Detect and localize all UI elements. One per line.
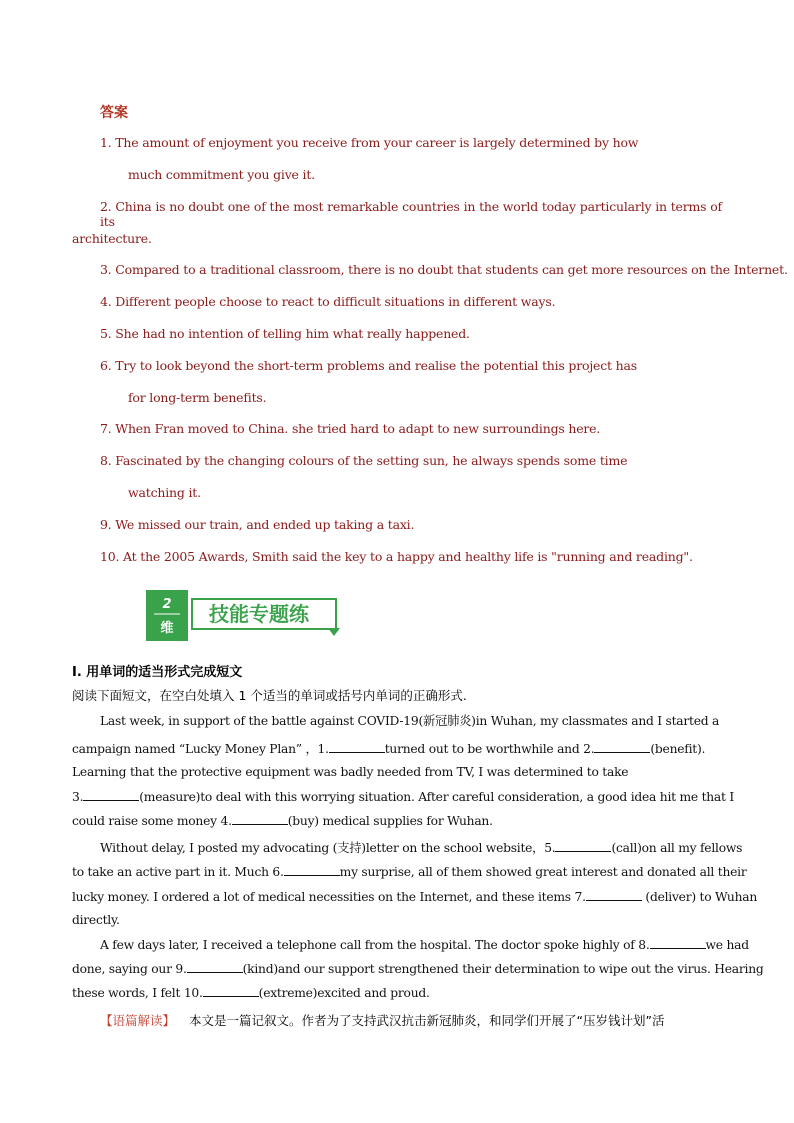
answer-line-10: 10. At the 2005 Awards, Smith said the key to a happy and healthy life is "running and reading". bbox=[100, 549, 693, 564]
passage-p3-line1 bbox=[100, 937, 749, 952]
passage-text: my surprise, all of them showed great interest and donated all their bbox=[339, 865, 747, 879]
passage-text: 3. bbox=[72, 790, 84, 804]
answer-title: 答案 bbox=[100, 105, 128, 121]
badge-label: 技能专题练 bbox=[209, 602, 309, 626]
answer-line-2-cont: architecture. bbox=[72, 231, 152, 246]
passage-p1-line5 bbox=[72, 813, 493, 828]
answer-line-6: 6. Try to look beyond the short-term problems and realise the potential this project has bbox=[100, 358, 637, 373]
passage-p1-line3: Learning that the protective equipment was badly needed from TV, I was determined to take bbox=[72, 765, 629, 779]
badge-char: 维 bbox=[160, 621, 174, 636]
passage-text: these words, I felt 10. bbox=[72, 986, 203, 1000]
passage-text: lucky money. I ordered a lot of medical necessities on the Internet, and these items 7. bbox=[72, 890, 586, 904]
blank-4 bbox=[232, 813, 288, 825]
blank-9 bbox=[187, 961, 243, 973]
blank-10 bbox=[203, 985, 259, 997]
passage-text: (deliver) to Wuhan bbox=[641, 890, 758, 904]
blank-8 bbox=[650, 937, 706, 949]
answer-line-7: 7. When Fran moved to China. she tried hard to adapt to new surroundings here. bbox=[100, 421, 601, 436]
answer-line-3: 3. Compared to a traditional classroom, there is no doubt that students can get more resources on the Internet. bbox=[100, 262, 788, 277]
passage-text: we had bbox=[705, 938, 749, 952]
blank-7 bbox=[586, 889, 642, 901]
passage-p2-line1 bbox=[100, 838, 742, 856]
blank-5 bbox=[555, 840, 611, 852]
note-text: 本文是一篇记叙文。作者为了支持武汉抗击新冠肺炎，和同学们开展了“压岁钱计划”活 bbox=[189, 1013, 665, 1028]
passage-p1-line1: Last week, in support of the battle against COVID-19(新冠肺炎)in Wuhan, my classmates and I started a bbox=[100, 714, 720, 728]
passage-p1-line2 bbox=[72, 739, 705, 757]
section-instruction: 阅读下面短文，在空白处填入 1 个适当的单词或括号内单词的正确形式. bbox=[72, 688, 467, 703]
passage-text: (measure)to deal with this worrying situation. After careful consideration, a good idea hit me that I bbox=[139, 790, 734, 804]
passage-text: (extreme)excited and proud. bbox=[258, 986, 430, 1000]
passage-text: (kind)and our support strengthened their determination to wipe out the virus. Hearing bbox=[242, 962, 764, 976]
answer-line-2: 2. China is no doubt one of the most remarkable countries in the world today particularly in terms of its bbox=[100, 199, 722, 229]
skill-badge bbox=[146, 590, 340, 641]
passage-text: turned out to be worthwhile and 2. bbox=[384, 742, 595, 756]
blank-1 bbox=[329, 741, 385, 753]
blank-2 bbox=[594, 741, 650, 753]
passage-p2-line2 bbox=[72, 864, 746, 879]
blank-3 bbox=[83, 789, 139, 801]
answer-line-1-cont: much commitment you give it. bbox=[128, 167, 315, 182]
answer-line-4: 4. Different people choose to react to difficult situations in different ways. bbox=[100, 294, 556, 309]
passage-p3-line2 bbox=[72, 961, 763, 976]
passage-text: done, saying our 9. bbox=[72, 962, 187, 976]
passage-p3-line3 bbox=[72, 985, 430, 1000]
skill-badge-graphic bbox=[146, 590, 340, 641]
answer-line-6-cont: for long-term benefits. bbox=[128, 390, 267, 405]
passage-p1-line4 bbox=[72, 789, 734, 804]
discourse-note bbox=[100, 1011, 664, 1029]
answer-line-8: 8. Fascinated by the changing colours of the setting sun, he always spends some time bbox=[100, 453, 628, 468]
passage-text: Without delay, I posted my advocating (支持)letter on the school website，5. bbox=[100, 841, 556, 855]
passage-text: (call)on all my fellows bbox=[611, 841, 743, 855]
answer-line-5: 5. She had no intention of telling him what really happened. bbox=[100, 326, 470, 341]
answer-line-8-cont: watching it. bbox=[128, 485, 201, 500]
passage-p2-line4: directly. bbox=[72, 913, 120, 927]
section-heading: I. 用单词的适当形式完成短文 bbox=[72, 665, 243, 680]
badge-number: 2 bbox=[162, 597, 172, 612]
blank-6 bbox=[284, 864, 340, 876]
passage-text: (buy) medical supplies for Wuhan. bbox=[287, 814, 493, 828]
passage-text: could raise some money 4. bbox=[72, 814, 232, 828]
passage-p2-line3 bbox=[72, 889, 757, 904]
passage-text: campaign named “Lucky Money Plan” ，1. bbox=[72, 742, 329, 756]
passage-text: to take an active part in it. Much 6. bbox=[72, 865, 284, 879]
answer-line-1: 1. The amount of enjoyment you receive from your career is largely determined by how bbox=[100, 135, 639, 150]
note-tag: 【语篇解读】 bbox=[100, 1013, 176, 1028]
passage-text: A few days later, I received a telephone call from the hospital. The doctor spoke highly of 8. bbox=[100, 938, 650, 952]
passage-text: (benefit). bbox=[650, 742, 706, 756]
answer-line-9: 9. We missed our train, and ended up taking a taxi. bbox=[100, 517, 415, 532]
